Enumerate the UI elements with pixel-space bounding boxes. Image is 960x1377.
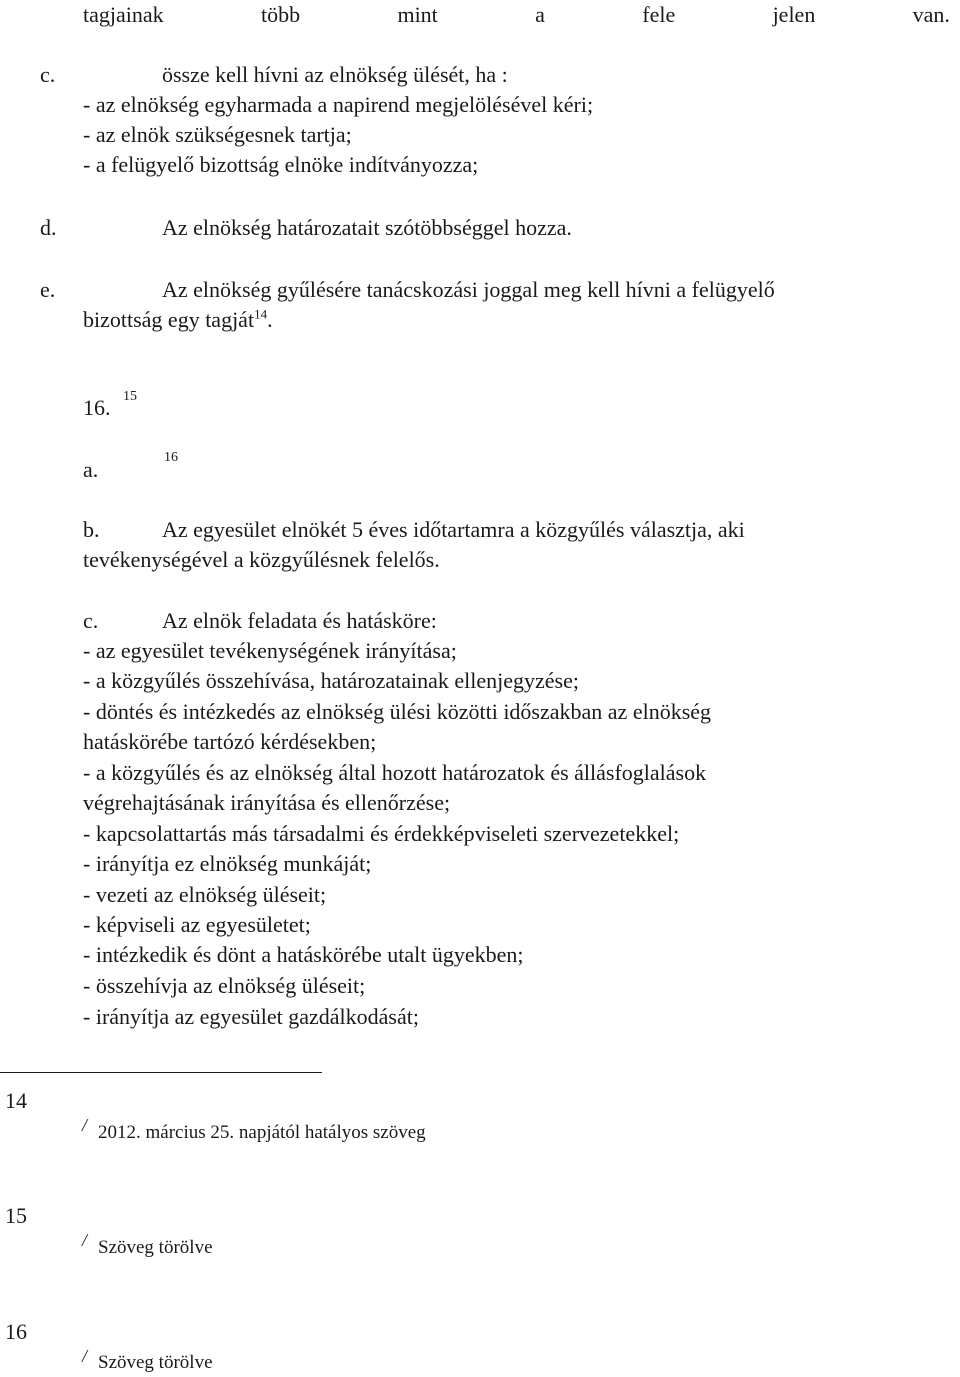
- word: több: [260, 2, 301, 27]
- item-text: Az elnökség gyűlésére tanácskozási joggal meg kell hívni a felügyelő: [162, 277, 775, 302]
- word: a: [535, 2, 545, 27]
- list-line: - vezeti az elnökség üléseit;: [83, 882, 327, 907]
- word: fele: [642, 2, 676, 27]
- footnote-text: Szöveg törölve: [98, 1237, 213, 1258]
- section-number: 16.: [83, 395, 111, 420]
- list-line: - összehívja az elnökség üléseit;: [83, 973, 366, 998]
- footnote-text: 2012. március 25. napjától hatályos szöveg: [98, 1122, 426, 1143]
- list-line: - képviseli az egyesületet;: [83, 912, 311, 937]
- list-line: - kapcsolattartás más társadalmi és érdekképviseleti szervezetekkel;: [83, 821, 680, 846]
- item-text: Az elnök feladata és hatásköre:: [162, 608, 437, 633]
- footnote-mark: /: [82, 1346, 88, 1366]
- list-line: - döntés és intézkedés az elnökség ülési közötti időszakban az elnökség: [83, 699, 712, 724]
- list-line: - a közgyűlés és az elnökség által hozott határozatok és állásfoglalások: [83, 760, 707, 785]
- item-label: b.: [83, 517, 100, 542]
- list-line: - az egyesület tevékenységének irányítása;: [83, 638, 457, 663]
- item-label: a.: [83, 457, 99, 482]
- footnote-separator: [0, 1072, 322, 1073]
- footnote-number: 16: [5, 1319, 27, 1344]
- list-line: - az elnökség egyharmada a napirend megjelölésével kéri;: [83, 92, 594, 117]
- item-text-continued: [83, 305, 273, 335]
- item-label: e.: [40, 277, 56, 302]
- footnote-ref[interactable]: 16: [164, 450, 178, 465]
- footnote-mark: /: [82, 1230, 88, 1250]
- list-line: végrehajtásának irányítása és ellenőrzése;: [83, 790, 451, 815]
- list-line: - irányítja ez elnökség munkáját;: [83, 851, 372, 876]
- word: jelen: [772, 2, 816, 27]
- footnote-ref[interactable]: 14: [254, 306, 268, 322]
- item-text: Az elnökség határozatait szótöbbséggel hozza.: [162, 215, 572, 240]
- item-label: c.: [40, 62, 56, 87]
- list-line: - az elnök szükségesnek tartja;: [83, 122, 352, 147]
- item-label: c.: [83, 608, 99, 633]
- footnote-text: Szöveg törölve: [98, 1352, 213, 1373]
- item-text-continued: tevékenységével a közgyűlésnek felelős.: [83, 547, 440, 572]
- item-text-tail: .: [267, 307, 273, 332]
- item-text: Az egyesület elnökét 5 éves időtartamra a közgyűlés választja, aki: [162, 517, 745, 542]
- list-line: - intézkedik és dönt a hatáskörébe utalt ügyekben;: [83, 942, 524, 967]
- footnote-mark: /: [82, 1115, 88, 1135]
- word: mint: [397, 2, 438, 27]
- footnote-ref[interactable]: 15: [123, 389, 137, 404]
- list-line: - irányítja az egyesület gazdálkodását;: [83, 1004, 419, 1029]
- list-line: - a közgyűlés összehívása, határozatainak ellenjegyzése;: [83, 668, 579, 693]
- word: tagjainak: [83, 2, 164, 27]
- item-text-part: bizottság egy tagját: [83, 307, 255, 332]
- continued-text-line: [83, 0, 950, 30]
- footnote-number: 15: [5, 1203, 27, 1228]
- list-line: hatáskörébe tartózó kérdésekben;: [83, 729, 377, 754]
- item-text: össze kell hívni az elnökség ülését, ha :: [162, 62, 508, 87]
- footnote-number: 14: [5, 1088, 27, 1113]
- item-label: d.: [40, 215, 57, 240]
- word: van.: [912, 2, 950, 27]
- list-line: - a felügyelő bizottság elnöke indítványozza;: [83, 152, 479, 177]
